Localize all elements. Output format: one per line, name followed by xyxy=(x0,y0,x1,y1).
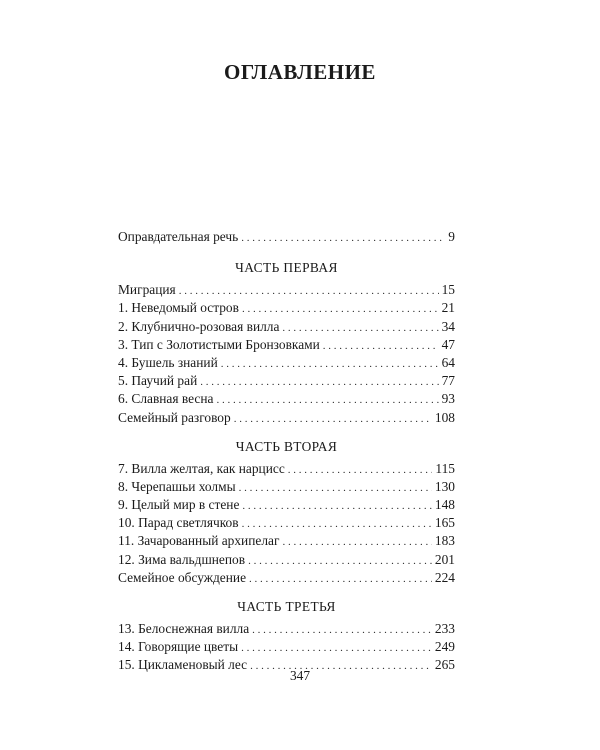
toc-entry-title: 4. Бушель знаний xyxy=(118,354,218,370)
toc-entry-page: 77 xyxy=(441,373,455,389)
toc-entry-title: 11. Зачарованный архипелаг xyxy=(118,533,280,549)
toc-entry-page: 130 xyxy=(434,478,455,494)
toc-entry xyxy=(118,551,455,569)
dot-leader xyxy=(288,461,433,479)
page-number: 347 xyxy=(289,668,311,683)
toc-entry-title: 14. Говорящие цветы xyxy=(118,639,239,655)
dot-leader xyxy=(249,570,432,588)
toc-entry-page: 47 xyxy=(441,336,455,352)
toc-entry xyxy=(118,514,455,532)
toc-entry-page: 108 xyxy=(434,409,455,425)
toc-entry xyxy=(118,460,455,478)
toc-entry-title: Оправдательная речь xyxy=(118,229,239,244)
dot-leader xyxy=(323,337,439,355)
toc-entry xyxy=(118,354,455,372)
dot-leader xyxy=(282,533,431,551)
toc-entry xyxy=(118,318,455,336)
toc-entry-title: Семейный разговор xyxy=(118,409,231,425)
toc-entry-page: 224 xyxy=(434,569,455,585)
toc-entry-page: 34 xyxy=(441,318,455,334)
toc-entry-title: Семейное обсуждение xyxy=(118,569,247,585)
toc-entry-page: 183 xyxy=(434,533,455,549)
toc-entry xyxy=(118,336,455,354)
part-heading-1: ЧАСТЬ ПЕРВАЯ xyxy=(235,260,338,276)
toc-entry xyxy=(118,620,455,638)
toc-entry-page: 233 xyxy=(434,621,455,636)
dot-leader xyxy=(241,639,432,657)
dot-leader xyxy=(239,479,432,497)
toc-entry-page: 148 xyxy=(434,497,455,513)
toc-entry-page: 201 xyxy=(434,551,455,567)
toc-entry-title: 3. Тип с Золотистыми Бронзовками xyxy=(118,336,320,352)
dot-leader xyxy=(234,410,432,428)
toc-entry-page: 165 xyxy=(434,515,455,531)
toc-entry-title: 10. Парад светлячков xyxy=(118,515,239,531)
toc-entry xyxy=(118,532,455,550)
table-of-contents xyxy=(118,228,455,675)
toc-entry-page: 9 xyxy=(448,229,455,244)
dot-leader xyxy=(242,497,432,515)
toc-entry-title: 1. Неведомый остров xyxy=(118,300,239,316)
toc-entry xyxy=(118,390,455,408)
dot-leader xyxy=(248,552,432,570)
toc-entry xyxy=(118,638,455,656)
dot-leader xyxy=(242,300,439,318)
toc-entry-title: 12. Зима вальдшнепов xyxy=(118,551,246,567)
toc-entry-page: 265 xyxy=(434,657,455,673)
part-heading-2: ЧАСТЬ ВТОРАЯ xyxy=(235,438,338,454)
toc-entry-title: Миграция xyxy=(118,282,176,298)
toc-entry-title: 6. Славная весна xyxy=(118,391,214,407)
dot-leader xyxy=(242,515,432,533)
toc-entry-title: 5. Паучий рай xyxy=(118,373,198,389)
toc-entry-title: 2. Клубнично-розовая вилла xyxy=(118,318,280,334)
toc-entry xyxy=(118,409,455,427)
toc-entry-page: 64 xyxy=(441,354,455,370)
page-title: ОГЛАВЛЕНИЕ xyxy=(224,60,376,84)
toc-entry-page: 15 xyxy=(441,282,455,298)
toc-entry-title: 15. Цикламеновый лес xyxy=(118,657,248,673)
toc-entry-title: 7. Вилла желтая, как нарцисс xyxy=(118,460,285,476)
toc-entry xyxy=(118,372,455,390)
toc-entry-page: 93 xyxy=(441,391,455,407)
dot-leader xyxy=(200,373,438,391)
toc-entry-page: 21 xyxy=(441,300,455,316)
toc-entry xyxy=(118,281,455,299)
dot-leader xyxy=(179,282,439,300)
dot-leader xyxy=(282,319,438,337)
toc-entry xyxy=(118,569,455,587)
toc-entry-title: 13. Белоснежная вилла xyxy=(118,621,250,636)
dot-leader xyxy=(216,391,438,409)
toc-entry xyxy=(118,478,455,496)
dot-leader xyxy=(241,229,445,247)
toc-entry-title: 8. Черепашьи холмы xyxy=(118,478,236,494)
part-heading-3: ЧАСТЬ ТРЕТЬЯ xyxy=(237,599,336,614)
toc-entry xyxy=(118,496,455,514)
toc-entry-page: 249 xyxy=(434,639,455,655)
toc-entry-intro xyxy=(118,228,455,246)
toc-entry xyxy=(118,299,455,317)
dot-leader xyxy=(252,621,432,639)
toc-entry-title: 9. Целый мир в стене xyxy=(118,497,240,513)
toc-entry-page: 115 xyxy=(435,460,455,476)
dot-leader xyxy=(221,355,439,373)
